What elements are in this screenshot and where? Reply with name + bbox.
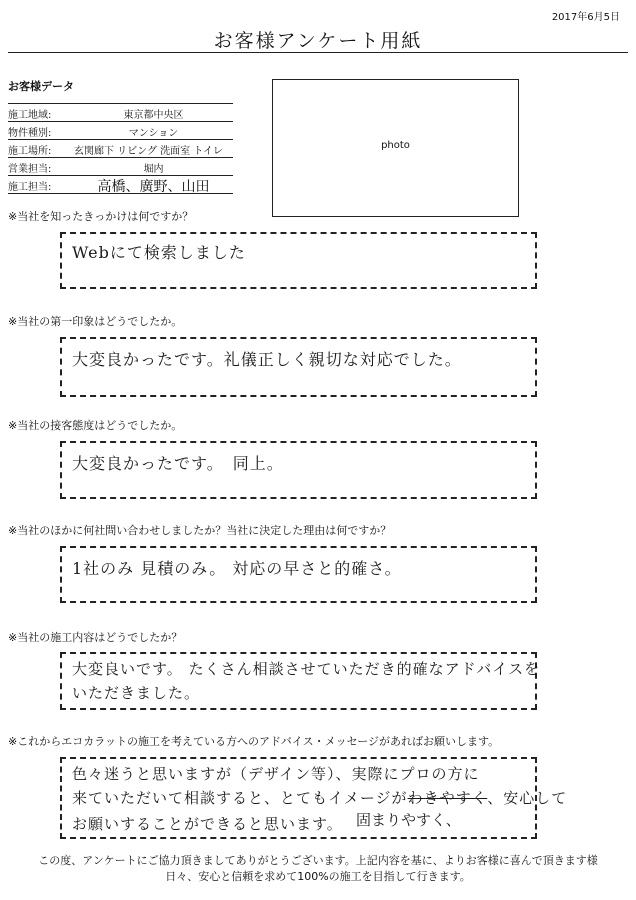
footer-line-1: この度、アンケートにご協力頂きましてありがとうございます。上記内容を基に、よりお客様に喜んで頂きます様 bbox=[38, 854, 598, 867]
answer-1: Webにて検索しました bbox=[72, 243, 246, 262]
location-value: 玄関廊下 リビング 洗面室 トイレ bbox=[74, 146, 223, 157]
question-6: ※これからエコカラットの施工を考えている方へのアドバイス・メッセージがあればお願いします。 bbox=[8, 735, 500, 748]
customer-data-heading: お客様データ bbox=[8, 80, 74, 93]
title-divider bbox=[8, 52, 628, 53]
answer-4: 1社のみ 見積のみ。 対応の早さと的確さ。 bbox=[72, 559, 402, 578]
photo-placeholder bbox=[272, 79, 519, 217]
question-5: ※当社の施工内容はどうでしたか？ bbox=[8, 631, 183, 644]
answer-box-1 bbox=[60, 232, 537, 289]
question-1: ※当社を知ったきっかけは何ですか？ bbox=[8, 210, 194, 223]
answer-6-struck-text: わきやすく bbox=[407, 789, 488, 807]
answer-6-line-2 bbox=[72, 787, 567, 808]
customer-row-sales-rep bbox=[8, 158, 233, 176]
question-2: ※当社の第一印象はどうでしたか。 bbox=[8, 315, 183, 328]
answer-box-5 bbox=[60, 652, 541, 710]
answer-2: 大変良かったです。礼儀正しく親切な対応でした。 bbox=[72, 350, 462, 369]
survey-date: 2017年6月5日 bbox=[551, 12, 620, 23]
footer-line-2: 日々、安心と信頼を求めて100%の施工を目指して行きます。 bbox=[165, 870, 471, 883]
answer-6-line-2-end: 、安心して bbox=[487, 789, 568, 807]
customer-data-table bbox=[8, 103, 233, 194]
photo-label: photo bbox=[381, 140, 410, 151]
question-3: ※当社の接客態度はどうでしたか。 bbox=[8, 419, 183, 432]
answer-6-line-2-text: 来ていただいて相談すると、とてもイメージが bbox=[72, 789, 408, 807]
answer-box-2 bbox=[60, 337, 537, 397]
answer-6-line-3: お願いすることができると思います。 bbox=[72, 815, 343, 833]
answer-box-3 bbox=[60, 441, 537, 499]
customer-row-property-type bbox=[8, 122, 233, 140]
sales-rep-label: 営業担当: bbox=[8, 164, 52, 175]
location-label: 施工場所: bbox=[8, 146, 52, 157]
answer-3: 大変良かったです。 同上。 bbox=[72, 454, 284, 473]
installers-label: 施工担当: bbox=[8, 182, 52, 193]
answer-6-line-1: 色々迷うと思いますが（デザイン等）、実際にプロの方に bbox=[72, 765, 480, 783]
area-label: 施工地域: bbox=[8, 110, 52, 121]
answer-box-4 bbox=[60, 546, 537, 603]
property-type-value: マンション bbox=[128, 128, 179, 139]
area-value: 東京都中央区 bbox=[123, 110, 184, 121]
customer-row-installers bbox=[8, 176, 233, 194]
answer-5-line-2: いただきました。 bbox=[72, 684, 201, 702]
customer-row-location bbox=[8, 140, 233, 158]
page-title: お客様アンケート用紙 bbox=[213, 30, 423, 52]
sales-rep-value: 堀内 bbox=[143, 164, 164, 175]
customer-row-area bbox=[8, 103, 233, 122]
question-4: ※当社のほかに何社問い合わせしましたか？当社に決定した理由は何ですか？ bbox=[8, 524, 392, 537]
answer-box-6 bbox=[60, 757, 568, 839]
property-type-label: 物件種別: bbox=[8, 128, 52, 139]
answer-5-line-1: 大変良いです。 たくさん相談させていただき的確なアドバイスを bbox=[72, 660, 541, 678]
installers-value: 高橋、廣野、山田 bbox=[97, 179, 210, 195]
answer-6-correction: 固まりやすく、 bbox=[356, 811, 461, 829]
